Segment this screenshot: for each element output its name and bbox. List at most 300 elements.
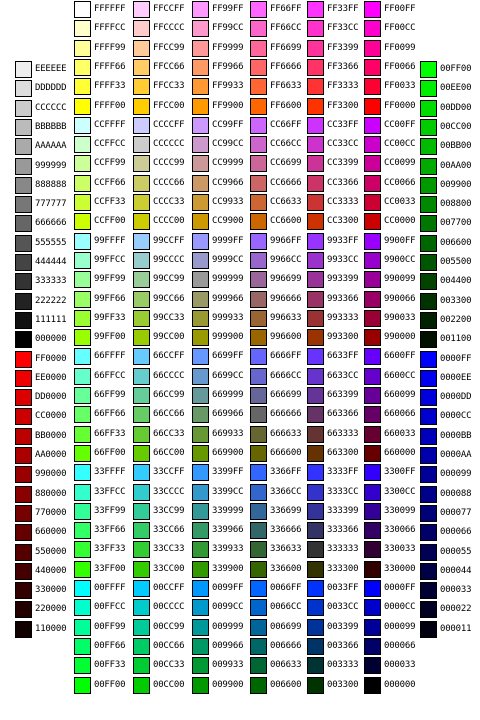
color-hex-label: FF66CC xyxy=(270,23,302,34)
color-hex-label: FF0000 xyxy=(384,100,416,111)
color-hex-label: CC66FF xyxy=(270,119,302,130)
color-hex-label: 555555 xyxy=(35,237,67,248)
color-hex-label: 99FFFF xyxy=(94,235,126,246)
color-swatch xyxy=(74,657,91,674)
color-swatch xyxy=(364,522,381,539)
color-swatch xyxy=(307,657,324,674)
color-hex-label: 99CC33 xyxy=(153,312,185,323)
color-hex-label: 993300 xyxy=(327,332,359,343)
color-hex-label: 6699CC xyxy=(212,370,244,381)
color-hex-label: 220000 xyxy=(35,604,67,615)
color-hex-label: 9966FF xyxy=(270,235,302,246)
color-swatch xyxy=(364,1,381,18)
color-swatch xyxy=(307,677,324,694)
color-hex-label: CC66CC xyxy=(270,139,302,150)
color-swatch xyxy=(133,599,150,616)
color-swatch xyxy=(364,98,381,115)
color-hex-label: CCCCCC xyxy=(153,139,185,150)
color-swatch xyxy=(420,196,437,213)
color-hex-label: CC99FF xyxy=(212,119,244,130)
color-hex-label: 00BB00 xyxy=(440,141,472,152)
color-hex-label: 6666FF xyxy=(270,351,302,362)
color-swatch xyxy=(420,428,437,445)
color-hex-label: 99CC00 xyxy=(153,332,185,343)
color-swatch xyxy=(133,213,150,230)
color-hex-label: 00EE00 xyxy=(440,83,472,94)
color-swatch xyxy=(420,447,437,464)
color-swatch xyxy=(74,40,91,57)
color-hex-label: 663366 xyxy=(327,409,359,420)
color-swatch xyxy=(307,464,324,481)
color-hex-label: 669933 xyxy=(212,428,244,439)
color-hex-label: 996633 xyxy=(270,312,302,323)
color-swatch xyxy=(307,233,324,250)
color-swatch xyxy=(420,235,437,252)
color-swatch xyxy=(133,117,150,134)
color-swatch xyxy=(364,541,381,558)
color-hex-label: 339966 xyxy=(212,525,244,536)
color-swatch xyxy=(420,408,437,425)
color-hex-label: 33CC33 xyxy=(153,544,185,555)
color-swatch xyxy=(364,677,381,694)
color-hex-label: 0000AA xyxy=(440,450,472,460)
color-swatch xyxy=(307,136,324,153)
color-hex-label: 336699 xyxy=(270,505,302,516)
color-hex-label: 339999 xyxy=(212,505,244,516)
color-swatch xyxy=(364,348,381,365)
color-hex-label: CC6666 xyxy=(270,177,302,188)
color-hex-label: 008800 xyxy=(440,199,472,210)
color-hex-label: 00CCCC xyxy=(153,602,185,613)
color-hex-label: 777777 xyxy=(35,199,67,210)
color-swatch xyxy=(133,348,150,365)
color-swatch xyxy=(15,312,32,329)
color-hex-label: CCFF00 xyxy=(94,216,126,227)
color-hex-label: 3333CC xyxy=(327,486,359,497)
color-hex-label: 99CC66 xyxy=(153,293,185,304)
color-swatch xyxy=(192,175,209,192)
color-swatch xyxy=(15,254,32,271)
color-swatch xyxy=(250,291,267,308)
color-swatch xyxy=(250,1,267,18)
color-swatch xyxy=(420,61,437,78)
color-hex-label: EEEEEE xyxy=(35,64,67,74)
color-swatch xyxy=(250,580,267,597)
color-swatch xyxy=(133,561,150,578)
color-hex-label: 007700 xyxy=(440,218,472,229)
color-hex-label: FF6699 xyxy=(270,42,302,53)
color-swatch xyxy=(250,464,267,481)
color-swatch xyxy=(15,273,32,290)
color-hex-label: 0000EE xyxy=(440,372,472,383)
color-hex-label: BB0000 xyxy=(35,430,67,441)
color-hex-label: 660066 xyxy=(384,409,416,420)
color-hex-label: 009933 xyxy=(212,660,244,671)
color-hex-label: 660000 xyxy=(384,447,416,458)
color-swatch xyxy=(192,117,209,134)
color-hex-label: CC0066 xyxy=(384,177,416,188)
color-swatch xyxy=(250,98,267,115)
color-swatch xyxy=(15,61,32,78)
color-swatch xyxy=(74,445,91,462)
color-hex-label: 002200 xyxy=(440,314,472,325)
color-hex-label: 000011 xyxy=(440,623,472,634)
color-hex-label: 669966 xyxy=(212,409,244,420)
color-hex-label: CCCC00 xyxy=(153,216,185,227)
color-hex-label: FF33FF xyxy=(327,4,359,14)
color-hex-label: CCCC99 xyxy=(153,158,185,169)
color-swatch xyxy=(364,329,381,346)
color-swatch xyxy=(420,119,437,136)
color-swatch xyxy=(364,368,381,385)
color-swatch xyxy=(133,541,150,558)
color-swatch xyxy=(420,138,437,155)
color-hex-label: 330033 xyxy=(384,544,416,555)
color-hex-label: 0000DD xyxy=(440,392,472,403)
color-hex-label: 00DD00 xyxy=(440,102,472,113)
color-hex-label: 99CCFF xyxy=(153,235,185,246)
color-hex-label: 880000 xyxy=(35,488,67,499)
color-swatch xyxy=(420,177,437,194)
color-hex-label: 333300 xyxy=(327,563,359,574)
color-swatch xyxy=(15,331,32,348)
color-swatch xyxy=(192,387,209,404)
color-swatch xyxy=(133,522,150,539)
color-hex-label: FF0000 xyxy=(35,353,67,364)
color-swatch xyxy=(74,619,91,636)
color-swatch xyxy=(307,98,324,115)
color-hex-label: 000099 xyxy=(440,469,472,480)
color-hex-label: CC9999 xyxy=(212,158,244,169)
color-swatch xyxy=(15,447,32,464)
color-swatch xyxy=(307,561,324,578)
color-swatch xyxy=(133,329,150,346)
color-hex-label: FFCC99 xyxy=(153,42,185,53)
color-hex-label: CCCCFF xyxy=(153,119,185,130)
color-swatch xyxy=(250,426,267,443)
color-hex-label: 99FF00 xyxy=(94,332,126,343)
color-hex-label: FF0033 xyxy=(384,81,416,92)
color-swatch xyxy=(74,175,91,192)
color-hex-label: FFCC33 xyxy=(153,81,185,92)
color-hex-label: 33FF00 xyxy=(94,563,126,574)
color-hex-label: 006600 xyxy=(270,679,302,690)
color-swatch xyxy=(15,389,32,406)
color-swatch xyxy=(250,175,267,192)
color-swatch xyxy=(74,98,91,115)
color-hex-label: 66FF00 xyxy=(94,447,126,458)
color-swatch xyxy=(133,387,150,404)
color-hex-label: CCFFCC xyxy=(94,139,126,150)
color-swatch xyxy=(420,370,437,387)
color-hex-label: 33FF33 xyxy=(94,544,126,555)
color-swatch xyxy=(74,117,91,134)
color-swatch xyxy=(307,213,324,230)
color-hex-label: DD0000 xyxy=(35,392,67,403)
color-swatch xyxy=(250,619,267,636)
color-hex-label: 9900FF xyxy=(384,235,416,246)
color-hex-label: 005500 xyxy=(440,257,472,267)
color-swatch xyxy=(307,387,324,404)
color-swatch xyxy=(192,40,209,57)
color-swatch xyxy=(192,445,209,462)
color-swatch xyxy=(420,466,437,483)
color-hex-label: 440000 xyxy=(35,565,67,576)
color-hex-label: 003399 xyxy=(327,621,359,632)
color-swatch xyxy=(74,20,91,37)
color-hex-label: 3300FF xyxy=(384,467,416,478)
color-swatch xyxy=(74,213,91,230)
color-hex-label: FF9900 xyxy=(212,100,244,111)
color-hex-label: 6600FF xyxy=(384,351,416,362)
color-swatch xyxy=(420,158,437,175)
color-hex-label: 00CC99 xyxy=(153,621,185,632)
color-hex-label: DDDDDD xyxy=(35,83,67,94)
color-hex-label: CC3366 xyxy=(327,177,359,188)
color-hex-label: 66FF99 xyxy=(94,390,126,400)
color-hex-label: 6633FF xyxy=(327,351,359,362)
color-hex-label: FFFF66 xyxy=(94,61,126,72)
color-swatch xyxy=(15,215,32,232)
color-swatch xyxy=(250,59,267,76)
color-swatch xyxy=(307,194,324,211)
color-swatch xyxy=(364,464,381,481)
color-hex-label: FF9933 xyxy=(212,81,244,92)
color-swatch xyxy=(250,117,267,134)
color-hex-label: 000000 xyxy=(384,679,416,690)
color-swatch xyxy=(74,252,91,269)
color-swatch xyxy=(192,20,209,37)
color-hex-label: 9933CC xyxy=(327,254,359,265)
color-swatch xyxy=(364,638,381,655)
color-hex-label: 996600 xyxy=(270,332,302,343)
color-hex-label: 333333 xyxy=(327,544,359,555)
color-hex-label: 999966 xyxy=(212,293,244,304)
color-swatch xyxy=(364,40,381,57)
color-hex-label: 33FF99 xyxy=(94,505,126,516)
color-hex-label: 330000 xyxy=(384,563,416,574)
color-swatch xyxy=(74,599,91,616)
color-swatch xyxy=(364,155,381,172)
color-swatch xyxy=(15,621,32,638)
color-swatch xyxy=(133,194,150,211)
color-hex-label: 004400 xyxy=(440,276,472,287)
color-hex-label: 000066 xyxy=(440,527,472,538)
color-swatch xyxy=(133,503,150,520)
color-swatch xyxy=(420,563,437,580)
color-swatch xyxy=(420,486,437,503)
color-hex-label: 333333 xyxy=(35,276,67,287)
color-swatch xyxy=(250,213,267,230)
color-swatch xyxy=(364,599,381,616)
color-swatch xyxy=(250,677,267,694)
color-hex-label: CC9933 xyxy=(212,197,244,207)
color-hex-label: 000055 xyxy=(440,546,472,557)
color-swatch xyxy=(133,78,150,95)
color-swatch xyxy=(307,1,324,18)
color-hex-label: 0033CC xyxy=(327,602,359,613)
color-swatch xyxy=(15,196,32,213)
color-swatch xyxy=(364,503,381,520)
color-swatch xyxy=(250,657,267,674)
color-hex-label: 3399CC xyxy=(212,486,244,497)
color-swatch xyxy=(420,100,437,117)
color-swatch xyxy=(192,484,209,501)
color-hex-label: 999999 xyxy=(212,274,244,285)
color-swatch xyxy=(133,406,150,423)
color-swatch xyxy=(307,252,324,269)
color-swatch xyxy=(250,329,267,346)
color-swatch xyxy=(133,657,150,674)
color-swatch xyxy=(364,271,381,288)
color-hex-label: 333399 xyxy=(327,505,359,516)
color-hex-label: 9999CC xyxy=(212,254,244,265)
color-hex-label: 0099FF xyxy=(212,583,244,593)
color-hex-label: 999999 xyxy=(35,160,67,171)
color-swatch xyxy=(192,406,209,423)
color-swatch xyxy=(364,136,381,153)
color-hex-label: CCFF99 xyxy=(94,158,126,169)
color-hex-label: 66FF66 xyxy=(94,409,126,420)
color-swatch xyxy=(364,387,381,404)
color-hex-label: 006666 xyxy=(270,640,302,651)
color-swatch xyxy=(250,599,267,616)
color-swatch xyxy=(192,368,209,385)
color-hex-label: 00CC66 xyxy=(153,640,185,651)
color-hex-label: 00AA00 xyxy=(440,160,472,171)
color-hex-label: AA0000 xyxy=(35,450,67,460)
color-swatch xyxy=(250,484,267,501)
color-swatch xyxy=(192,78,209,95)
color-swatch xyxy=(364,20,381,37)
color-hex-label: CC6699 xyxy=(270,158,302,169)
color-hex-label: CC99CC xyxy=(212,139,244,150)
color-swatch xyxy=(192,233,209,250)
color-swatch xyxy=(307,599,324,616)
color-swatch xyxy=(307,155,324,172)
color-swatch xyxy=(15,601,32,618)
color-swatch xyxy=(15,428,32,445)
color-swatch xyxy=(307,638,324,655)
color-hex-label: 00FF66 xyxy=(94,640,126,651)
color-swatch xyxy=(133,59,150,76)
color-swatch xyxy=(74,677,91,694)
color-swatch xyxy=(15,370,32,387)
color-hex-label: FFFF00 xyxy=(94,100,126,111)
color-swatch xyxy=(364,619,381,636)
color-hex-label: 669900 xyxy=(212,447,244,458)
color-hex-label: 3366CC xyxy=(270,486,302,497)
color-swatch xyxy=(364,175,381,192)
color-hex-label: CC0000 xyxy=(384,216,416,227)
color-hex-label: 550000 xyxy=(35,546,67,557)
color-hex-label: 0000BB xyxy=(440,430,472,441)
color-hex-label: FF3399 xyxy=(327,42,359,53)
color-swatch xyxy=(74,1,91,18)
color-swatch xyxy=(307,426,324,443)
color-swatch xyxy=(192,638,209,655)
color-hex-label: 00FF00 xyxy=(440,64,472,74)
color-hex-label: 99FFCC xyxy=(94,254,126,265)
color-hex-label: 0000FF xyxy=(440,353,472,364)
color-hex-label: CCFF66 xyxy=(94,177,126,188)
color-swatch xyxy=(420,621,437,638)
color-swatch xyxy=(133,20,150,37)
color-swatch xyxy=(15,235,32,252)
color-swatch xyxy=(74,503,91,520)
color-hex-label: 0000CC xyxy=(384,602,416,613)
color-hex-label: FFCCFF xyxy=(153,4,185,14)
color-swatch xyxy=(133,155,150,172)
color-swatch xyxy=(133,638,150,655)
color-hex-label: 6666CC xyxy=(270,370,302,381)
color-hex-label: 336600 xyxy=(270,563,302,574)
color-hex-label: FF00FF xyxy=(384,4,416,14)
color-swatch xyxy=(15,505,32,522)
color-swatch xyxy=(133,310,150,327)
color-hex-label: 009900 xyxy=(212,679,244,690)
color-swatch xyxy=(364,657,381,674)
color-swatch xyxy=(133,252,150,269)
color-swatch xyxy=(192,426,209,443)
color-swatch xyxy=(250,155,267,172)
color-hex-label: 00CC00 xyxy=(153,679,185,690)
color-swatch xyxy=(74,541,91,558)
color-hex-label: 669999 xyxy=(212,390,244,400)
color-hex-label: 000033 xyxy=(384,660,416,671)
color-swatch xyxy=(74,59,91,76)
color-hex-label: 111111 xyxy=(35,314,67,325)
color-hex-label: CC33CC xyxy=(327,139,359,150)
color-hex-label: 999900 xyxy=(212,332,244,343)
color-hex-label: 6600CC xyxy=(384,370,416,381)
color-swatch xyxy=(364,484,381,501)
color-hex-label: 444444 xyxy=(35,257,67,267)
color-swatch xyxy=(192,155,209,172)
color-hex-label: 336633 xyxy=(270,544,302,555)
color-hex-label: FFCC00 xyxy=(153,100,185,111)
color-swatch xyxy=(364,213,381,230)
color-hex-label: 330000 xyxy=(35,585,67,596)
color-swatch xyxy=(74,194,91,211)
color-swatch xyxy=(192,580,209,597)
color-swatch xyxy=(74,329,91,346)
color-swatch xyxy=(364,310,381,327)
color-hex-label: 990099 xyxy=(384,274,416,285)
color-swatch xyxy=(192,522,209,539)
color-swatch xyxy=(133,291,150,308)
color-hex-label: FFFF33 xyxy=(94,81,126,92)
color-hex-label: 006699 xyxy=(270,621,302,632)
color-swatch xyxy=(250,310,267,327)
color-swatch xyxy=(250,78,267,95)
color-hex-label: 660000 xyxy=(35,527,67,538)
color-swatch xyxy=(15,582,32,599)
color-hex-label: 9966CC xyxy=(270,254,302,265)
color-swatch xyxy=(250,271,267,288)
color-swatch xyxy=(250,406,267,423)
color-hex-label: 3300CC xyxy=(384,486,416,497)
color-hex-label: FF3333 xyxy=(327,81,359,92)
color-swatch xyxy=(192,194,209,211)
color-swatch xyxy=(15,408,32,425)
color-swatch xyxy=(74,271,91,288)
color-hex-label: FF3300 xyxy=(327,100,359,111)
color-hex-label: CC33FF xyxy=(327,119,359,130)
color-swatch xyxy=(250,233,267,250)
color-hex-label: 993366 xyxy=(327,293,359,304)
color-hex-label: FF0099 xyxy=(384,42,416,53)
